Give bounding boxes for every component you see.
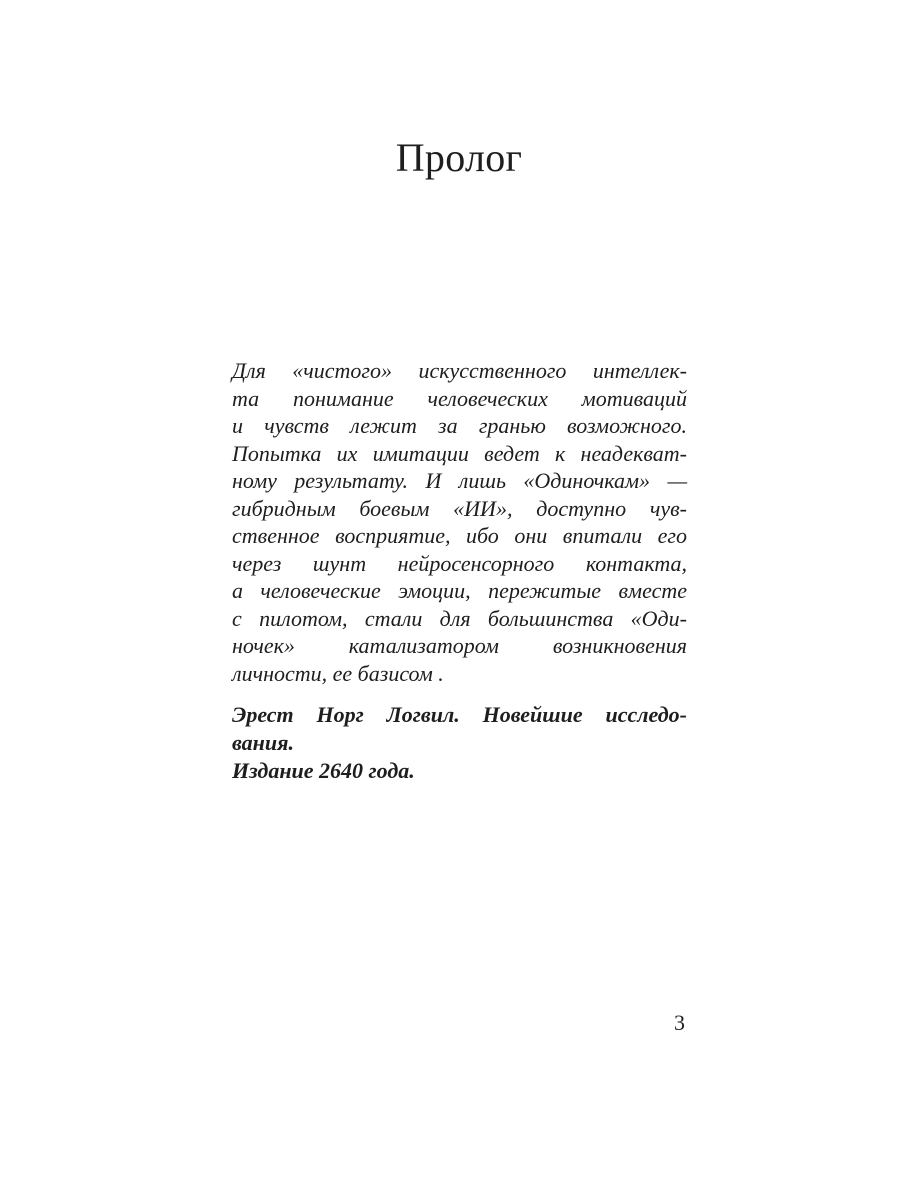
epigraph-line: ственное восприятие, ибо они впитали его [232,523,687,548]
epigraph-line: ночек» катализатором возникновения [232,633,687,658]
page-number: 3 [674,1010,685,1035]
epigraph-attribution [232,701,687,785]
epigraph-line: с пилотом, стали для большинства «Оди- [232,605,687,631]
epigraph [232,357,687,687]
attribution-line: Издание 2640 года. [232,758,415,783]
chapter-title: Пролог [395,135,523,180]
epigraph-line: Попытка их имитации ведет к неадекват- [232,440,687,466]
attribution-line: вания. [232,730,294,755]
epigraph-line: ному результату. И лишь «Одиночкам» — [232,468,687,493]
epigraph-line: гибридным боевым «ИИ», доступно чув- [232,495,687,521]
epigraph-line: Для «чистого» искусственного интеллек- [232,358,687,383]
epigraph-line: та понимание человеческих мотиваций [232,385,687,411]
attribution-line: Эрест Норг Логвил. Новейшие исследо- [232,702,687,727]
epigraph-line: а человеческие эмоции, пережитые вместе [232,578,687,603]
epigraph-line: и чувств лежит за гранью возможного. [232,413,687,438]
epigraph-line: личности, ее базисом . [232,660,444,686]
epigraph-line: через шунт нейросенсорного контакта, [232,550,687,576]
